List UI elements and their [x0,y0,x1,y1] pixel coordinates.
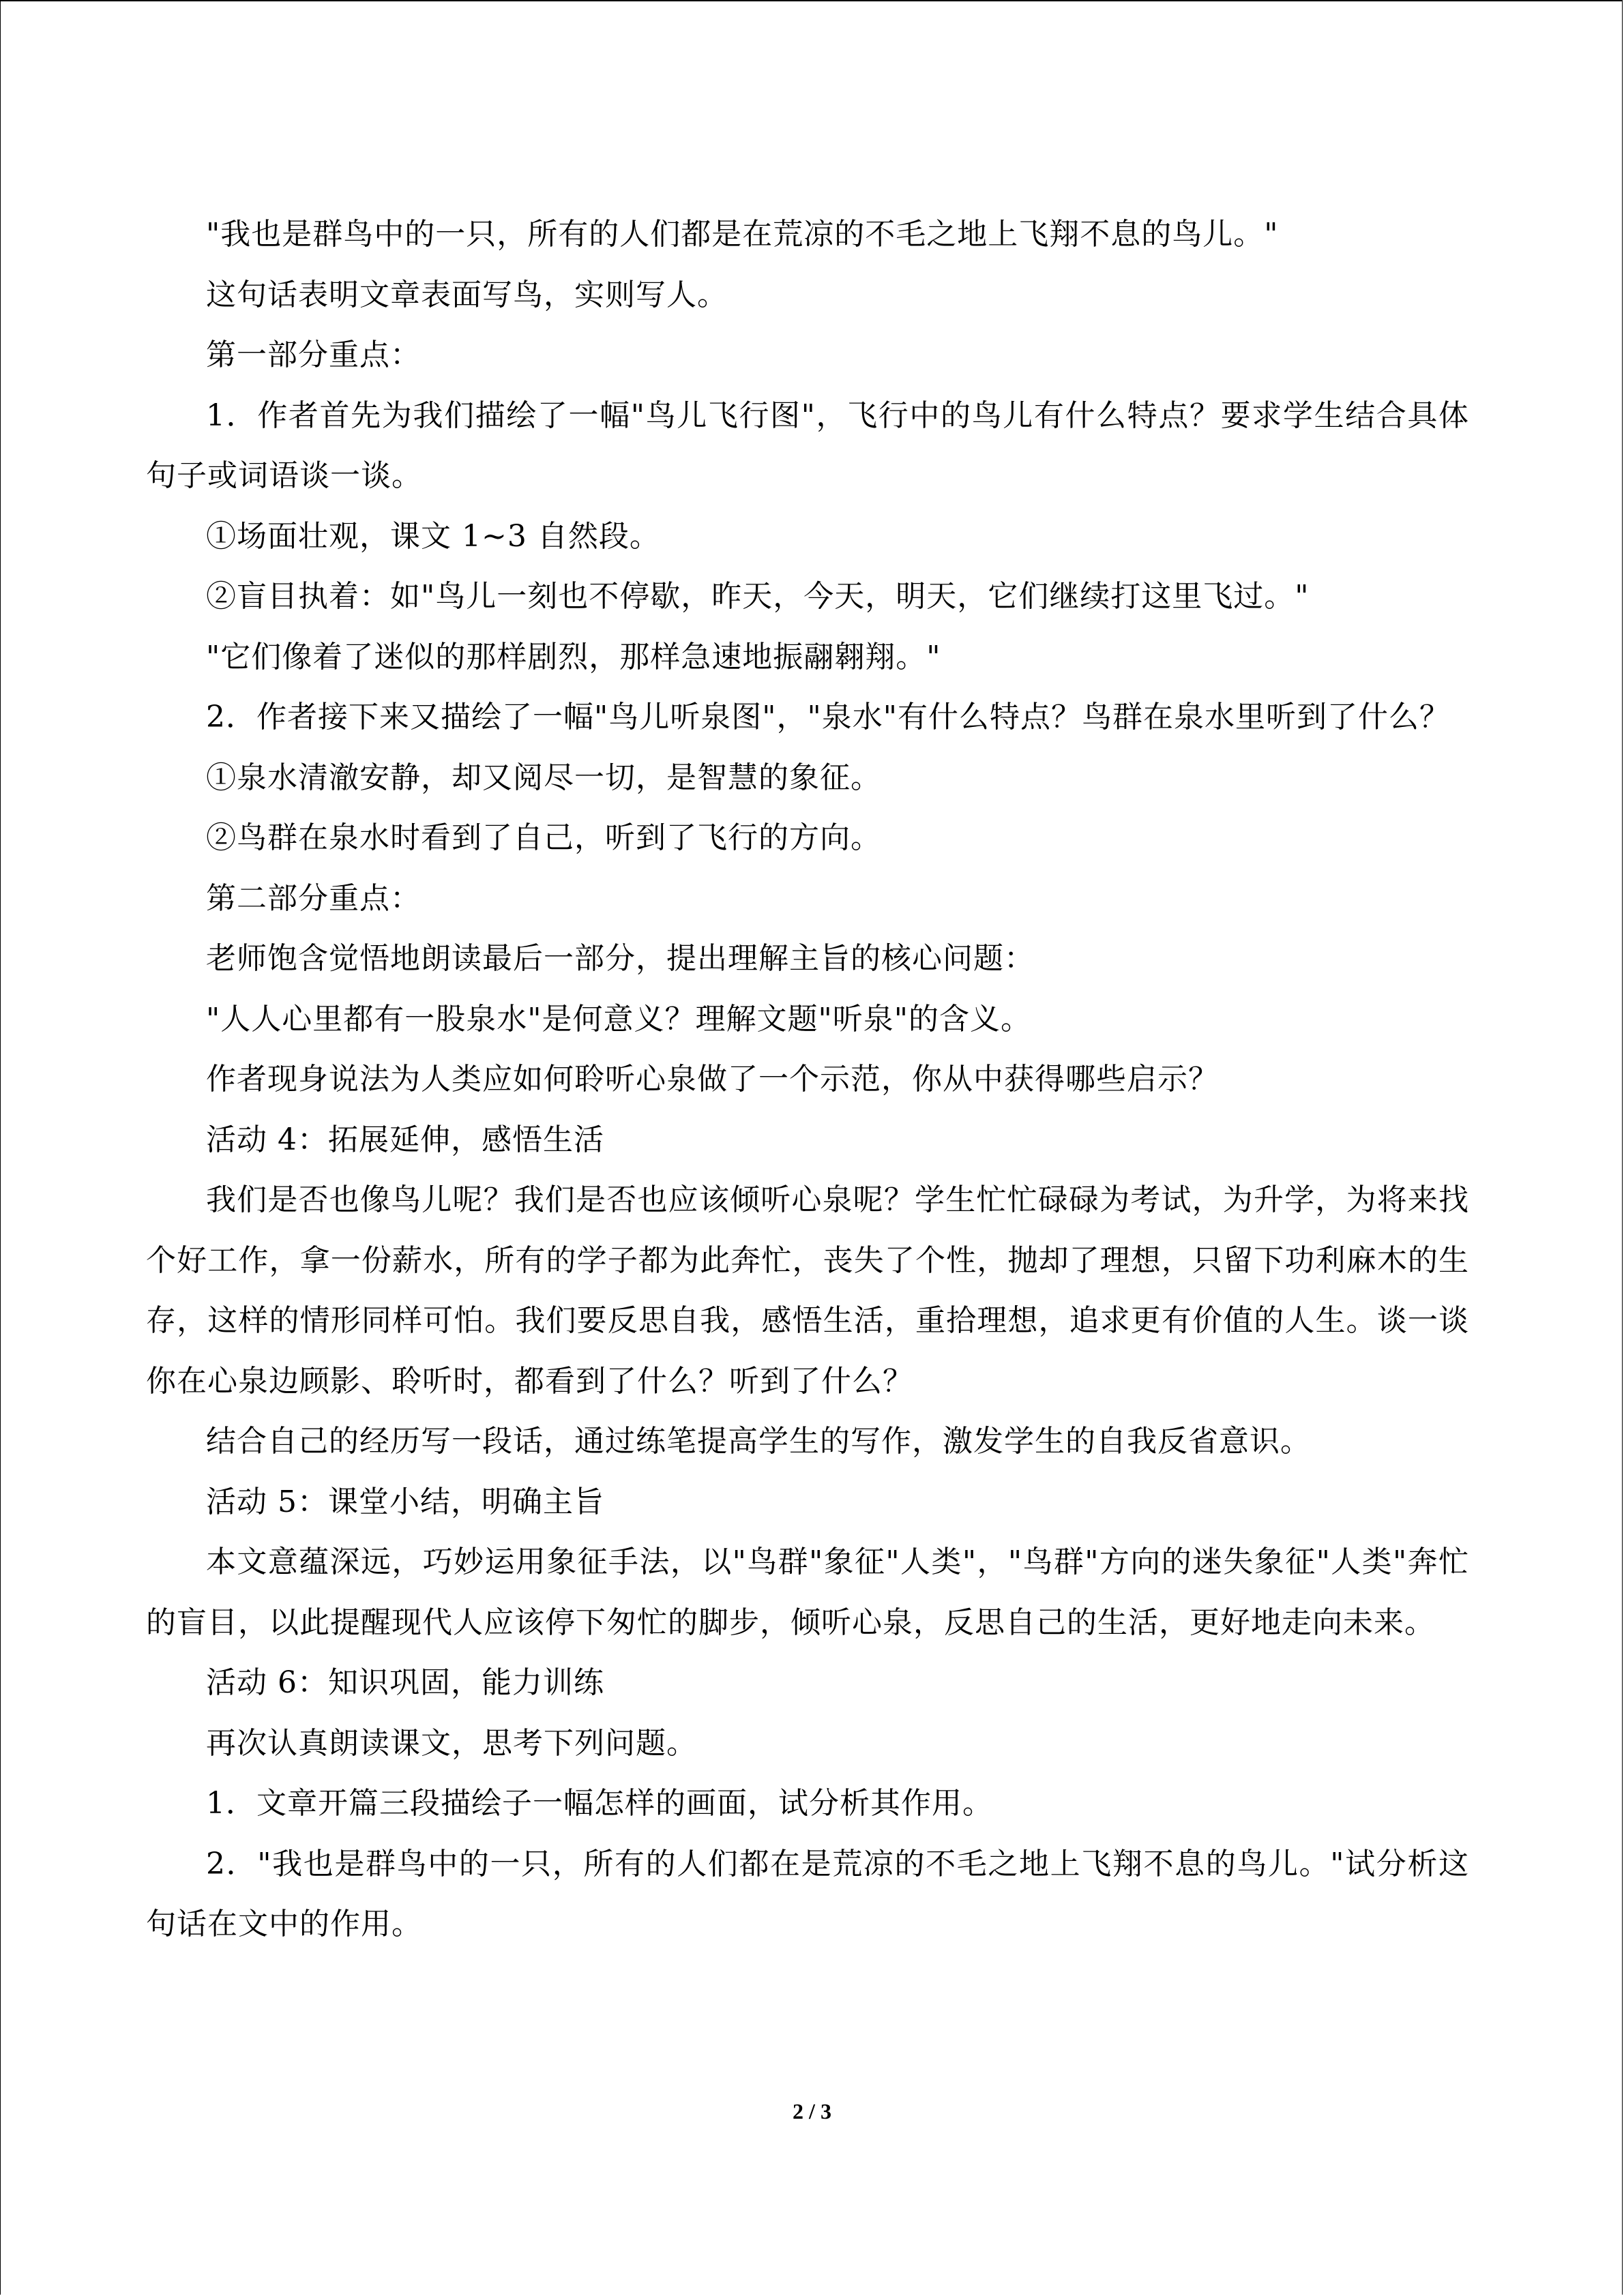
paragraph: "人人心里都有一股泉水"是何意义？理解文题"听泉"的含义。 [206,1001,1031,1037]
page-number: 2 / 3 [793,2099,831,2123]
paragraph: 这句话表明文章表面写鸟，实则写人。 [206,277,728,312]
section-heading: 第一部分重点： [206,338,421,372]
paragraph: 本文意蕴深远，巧妙运用象征手法，以"鸟群"象征"人类"，"鸟群"方向的迷失象征"人类"奔忙的盲目，以此提醒现代人应该停下匆忙的脚步，倾听心泉，反思自己的生活，更好地走向未来。 [146,1545,1469,1640]
question-item: 1．作者首先为我们描绘了一幅"鸟儿飞行图"，飞行中的鸟儿有什么特点？要求学生结合具体句子或词语谈一谈。 [146,398,1469,493]
paragraph: 我们是否也像鸟儿呢？我们是否也应该倾听心泉呢？学生忙忙碌碌为考试，为升学，为将来找个好工作，拿一份薪水，所有的学子都为此奔忙，丧失了个性，抛却了理想，只留下功利麻木的生存，这样的情形同样可怕。我们要反思自我，感悟生活，重拾理想，追求更有价值的人生。谈一谈你在心泉边顾影、聆听时，都看到了什么？听到了什么？ [146,1182,1469,1399]
question-item: 2．作者接下来又描绘了一幅"鸟儿听泉图"，"泉水"有什么特点？鸟群在泉水里听到了什么？ [206,700,1450,734]
paragraph: 结合自己的经历写一段话，通过练笔提高学生的写作，激发学生的自我反省意识。 [206,1424,1311,1459]
paragraph: 老师饱含觉悟地朗读最后一部分，提出理解主旨的核心问题： [206,941,1035,976]
activity-heading: 活动 6：知识巩固，能力训练 [206,1665,604,1700]
answer-item: ①场面壮观，课文 1~3 自然段。 [206,518,660,554]
paragraph: 再次认真朗读课文，思考下列问题。 [206,1725,697,1761]
document-body [146,205,1469,1955]
answer-item: ①泉水清澈安静，却又阅尽一切，是智慧的象征。 [206,760,881,795]
activity-heading: 活动 4：拓展延伸，感悟生活 [206,1122,604,1157]
section-heading: 第二部分重点： [206,880,421,916]
answer-item: ②盲目执着：如"鸟儿一刻也不停歇，昨天，今天，明天，它们继续打这里飞过。" [206,579,1310,614]
question-item: 1．文章开篇三段描绘子一幅怎样的画面，试分析其作用。 [206,1786,993,1821]
paragraph: 作者现身说法为人类应如何聆听心泉做了一个示范，你从中获得哪些启示？ [206,1062,1219,1097]
activity-heading: 活动 5：课堂小结，明确主旨 [206,1484,604,1519]
paragraph: "我也是群鸟中的一只，所有的人们都是在荒凉的不毛之地上飞翔不息的鸟儿。" [206,217,1279,252]
quote-paragraph: "它们像着了迷似的那样剧烈，那样急速地振翮翱翔。" [206,639,941,674]
question-item: 2．"我也是群鸟中的一只，所有的人们都在是荒凉的不毛之地上飞翔不息的鸟儿。"试分析这句话在文中的作用。 [146,1846,1469,1941]
answer-item: ②鸟群在泉水时看到了自己，听到了飞行的方向。 [206,820,881,855]
